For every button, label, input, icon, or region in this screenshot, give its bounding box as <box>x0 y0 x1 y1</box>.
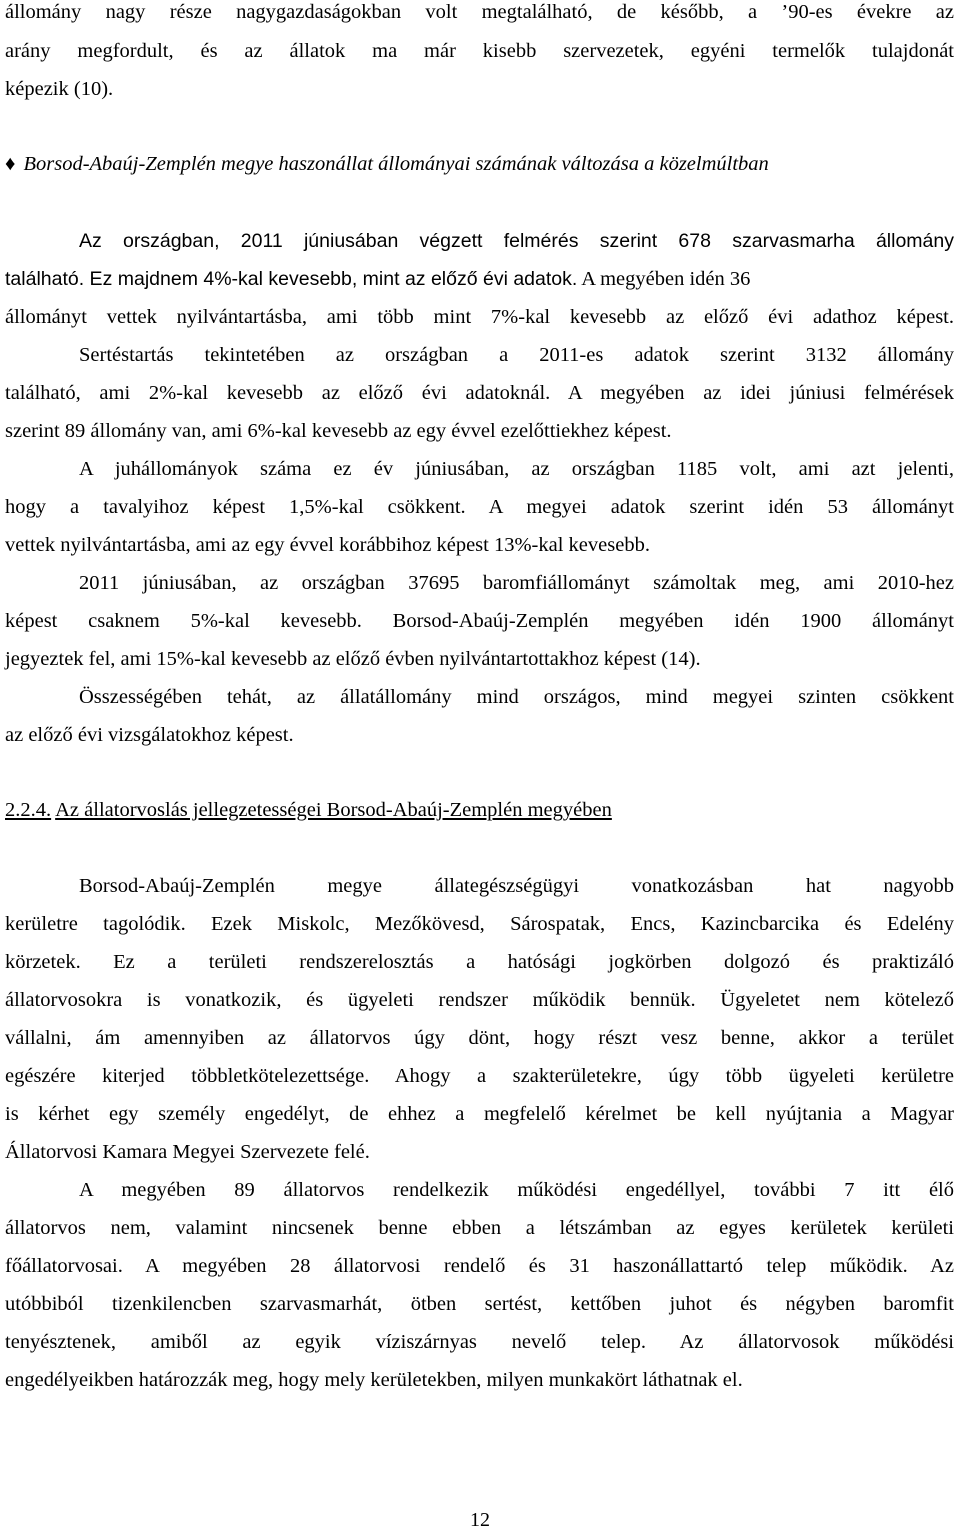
text-line: képest csaknem 5%-kal kevesebb. Borsod-Abaúj-Zemplén megyében idén 1900 állományt <box>5 610 954 632</box>
text-line: is kérhet egy személy engedélyt, de ehhez a megfelelő kérelmet be kell nyújtania a Magyar <box>5 1103 954 1125</box>
text-line: hogy a tavalyihoz képest 1,5%-kal csökkent. A megyei adatok szerint idén 53 állományt <box>5 496 954 518</box>
text-span: található. Ez majdnem 4%-kal kevesebb, mint az előző évi adatok. <box>5 268 578 290</box>
section-heading <box>5 798 612 822</box>
text-line: kerületre tagolódik. Ezek Miskolc, Mezőkövesd, Sárospatak, Encs, Kazincbarcika és Edelény <box>5 913 954 935</box>
text-line: A juhállományok száma ez év júniusában, az országban 1185 volt, ami azt jelenti, <box>79 458 954 480</box>
text-line: állományt vettek nyilvántartásba, ami több mint 7%-kal kevesebb az előző évi adathoz képest. <box>5 306 954 328</box>
section-number: 2.2.4. <box>5 799 52 821</box>
text-line: főállatorvosai. A megyében 28 állatorvosi rendelő és 31 haszonállattartó telep működik. Az <box>5 1255 954 1277</box>
text-line: arány megfordult, és az állatok ma már kisebb szervezetek, egyéni termelők tulajdonát <box>5 40 954 62</box>
subsection-heading-text: Borsod-Abaúj-Zemplén megye haszonállat állományai számának változása a közelmúltban <box>23 153 769 175</box>
text-line: Összességében tehát, az állatállomány mind országos, mind megyei szinten csökkent <box>79 686 954 708</box>
text-line: egészére kiterjed többletkötelezettsége. Ahogy a szakterületekre, úgy több ügyeleti kerületre <box>5 1065 954 1087</box>
text-line: képezik (10). <box>5 78 114 100</box>
text-line: állatorvosokra is vonatkozik, és ügyeleti rendszer működik bennük. Ügyeletet nem kötelező <box>5 989 954 1011</box>
text-line: utóbbiból tizenkilencben szarvasmarhát, ötben sertést, kettőben juhot és négyben baromfit <box>5 1293 954 1315</box>
text-line <box>5 267 954 291</box>
text-line: állomány nagy része nagygazdaságokban volt megtalálható, de később, a ’90-es évekre az <box>5 1 954 23</box>
subsection-heading <box>5 152 769 176</box>
text-line: körzetek. Ez a területi rendszerelosztás a hatósági jogkörben dolgozó és praktizáló <box>5 951 954 973</box>
text-line: vállalni, ám amennyiben az állatorvos úgy dönt, hogy részt vesz benne, akkor a terület <box>5 1027 954 1049</box>
text-line: az előző évi vizsgálatokhoz képest. <box>5 724 294 746</box>
text-line: A megyében 89 állatorvos rendelkezik működési engedéllyel, további 7 itt élő <box>79 1179 954 1201</box>
section-title: Az állatorvoslás jellegzetességei Borsod-Abaúj-Zemplén megyében <box>55 799 612 821</box>
text-line: Sertéstartás tekintetében az országban a 2011-es adatok szerint 3132 állomány <box>79 344 954 366</box>
text-line: Az országban, 2011 júniusában végzett felmérés szerint 678 szarvasmarha állomány <box>79 230 954 252</box>
diamond-bullet-icon: ♦ <box>5 153 16 175</box>
text-span: A megyében idén 36 <box>577 268 751 290</box>
text-line: található, ami 2%-kal kevesebb az előző évi adatoknál. A megyében az idei júniusi felmérések <box>5 382 954 404</box>
text-line: állatorvos nem, valamint nincsenek benne ebben a létszámban az egyes kerületek kerületi <box>5 1217 954 1239</box>
text-line: Borsod-Abaúj-Zemplén megye állategészségügyi vonatkozásban hat nagyobb <box>79 875 954 897</box>
text-line: tenyésztenek, amiből az egyik víziszárnyas nevelő telep. Az állatorvosok működési <box>5 1331 954 1353</box>
text-line: vettek nyilvántartásba, ami az egy évvel korábbihoz képest 13%-kal kevesebb. <box>5 534 650 556</box>
page-number: 12 <box>470 1509 490 1531</box>
text-line: szerint 89 állomány van, ami 6%-kal kevesebb az egy évvel ezelőttiekhez képest. <box>5 420 672 442</box>
text-line: jegyeztek fel, ami 15%-kal kevesebb az előző évben nyilvántartottakhoz képest (14). <box>5 648 701 670</box>
text-line: engedélyeikben határozzák meg, hogy mely kerületekben, milyen munkakört láthatnak el. <box>5 1369 743 1391</box>
text-line: Állatorvosi Kamara Megyei Szervezete felé. <box>5 1141 370 1163</box>
text-line: 2011 júniusában, az országban 37695 baromfiállományt számoltak meg, ami 2010-hez <box>79 572 954 594</box>
